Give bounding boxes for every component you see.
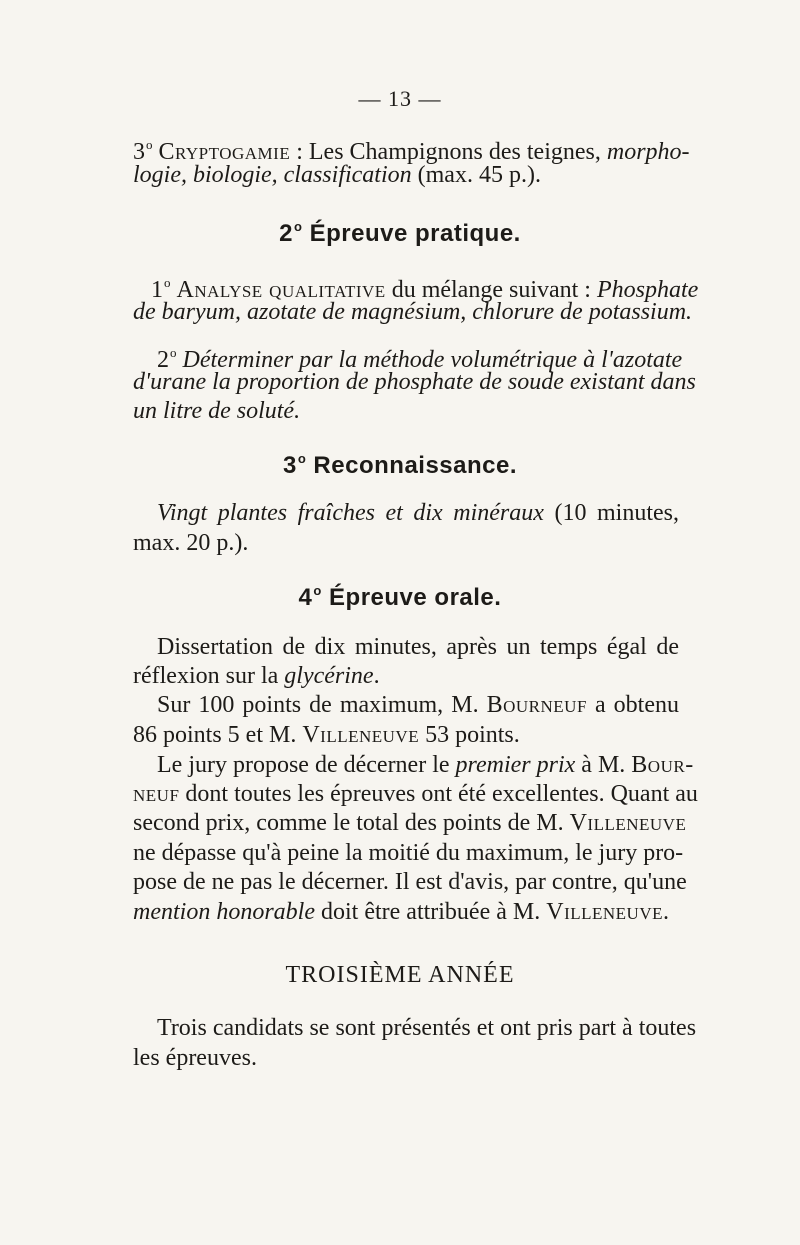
cryptogamie-number: 3: [133, 139, 145, 165]
troisieme-line-2: les épreuves.: [133, 1045, 257, 1071]
orale-p3-line-4: ne dépasse qu'à peine la moitié du maximum, le jury pro-: [133, 840, 684, 866]
pratique-item-2-line-1: 2$^o$ Déterminer par la méthode volumétrique à l'azotate: [157, 345, 683, 373]
cryptogamie-italic-2: logie, biologie, classification: [133, 162, 412, 188]
cryptogamie-line-1: 3$^o$ Cryptogamie : Les Champignons des teignes, morpho-: [133, 137, 690, 165]
pratique-item-1-line-2: de baryum, azotate de magnésium, chlorure de potassium.: [133, 299, 693, 325]
heading-reconnaissance: 3$^o$ Reconnaissance.: [282, 451, 518, 479]
pratique-item-1-label: Analyse qualitative: [176, 277, 386, 303]
cryptogamie-label: Cryptogamie: [158, 139, 291, 165]
orale-p2-line-2: 86 points 5 et M. Villeneuve 53 points.: [133, 722, 520, 748]
orale-p3-line-6: mention honorable doit être attribuée à M. Villeneuve.: [133, 899, 669, 925]
troisieme-line-1: Trois candidats se sont présentés et ont pris part à toutes: [157, 1015, 697, 1041]
cryptogamie-italic-1: morpho-: [606, 139, 690, 165]
cryptogamie-tail: (max. 45 p.).: [411, 162, 541, 188]
heading-troisieme-annee: TROISIÈME ANNÉE: [285, 962, 515, 988]
orale-p3-line-1: Le jury propose de décerner le premier prix à M. Bour-: [157, 752, 694, 778]
cryptogamie-line-2: [133, 160, 679, 190]
heading-epreuve-orale: 4$^o$ Épreuve orale.: [298, 583, 502, 611]
heading-epreuve-pratique: 2$^o$ Épreuve pratique.: [279, 219, 521, 247]
orale-p1-line-2: réflexion sur la glycérine.: [133, 663, 380, 689]
page-number: — 13 —: [358, 86, 442, 111]
reconnaissance-line-1: Vingt plantes fraîches et dix minéraux (10 minutes,: [157, 500, 679, 526]
pratique-item-1-line-1: 1$^o$ Analyse qualitative du mélange suivant : Phosphate: [151, 275, 699, 303]
orale-p1-line-1: Dissertation de dix minutes, après un temps égal de: [157, 634, 679, 660]
orale-p3-line-5: pose de ne pas le décerner. Il est d'avis, par contre, qu'une: [133, 869, 687, 895]
orale-p2-line-1: Sur 100 points de maximum, M. Bourneuf a obtenu: [157, 692, 679, 718]
orale-p3-line-2: neuf dont toutes les épreuves ont été excellentes. Quant au: [133, 781, 698, 807]
pratique-item-2-line-3: un litre de soluté.: [133, 398, 301, 424]
pratique-item-2-line-2: d'urane la proportion de phosphate de soude existant dans: [133, 369, 696, 395]
cryptogamie-text: : Les Champignons des teignes,: [290, 139, 607, 165]
orale-p3-line-3: second prix, comme le total des points de M. Villeneuve: [133, 810, 687, 836]
reconnaissance-line-2: max. 20 p.).: [133, 530, 249, 556]
